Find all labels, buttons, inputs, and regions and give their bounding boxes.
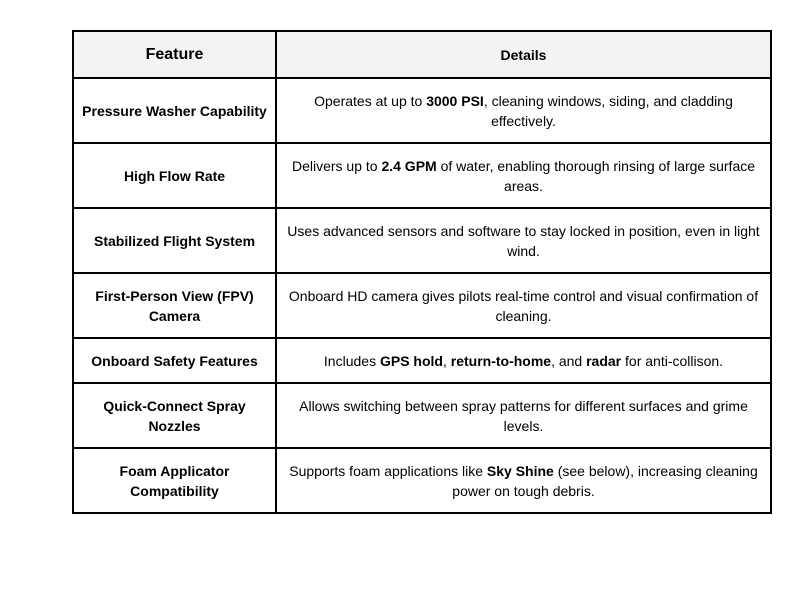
details-text: , cleaning windows, siding, and cladding effectively. (483, 92, 733, 129)
details-highlight: radar (586, 352, 622, 369)
details-text: of water, enabling thorough rinsing of large surface areas. (436, 157, 756, 194)
details-text: Includes (323, 352, 380, 369)
details-text: Operates at up to (314, 92, 427, 109)
details-cell (276, 273, 771, 338)
table-row (73, 338, 771, 383)
details-cell (276, 208, 771, 273)
details-text: Supports foam applications like (289, 462, 487, 479)
header-feature: Feature (73, 31, 276, 78)
details-cell (276, 78, 771, 143)
table-row (73, 78, 771, 143)
details-highlight: 2.4 GPM (381, 157, 437, 174)
details-cell (276, 448, 771, 513)
table-row (73, 143, 771, 208)
feature-cell: Quick-Connect Spray Nozzles (73, 383, 276, 448)
details-cell (276, 383, 771, 448)
details-text: for anti-collison. (621, 352, 724, 369)
details-text: (see below), increasing cleaning power on tough debris. (452, 462, 758, 499)
details-text: Delivers up to (291, 157, 382, 174)
table-row (73, 208, 771, 273)
table-header (73, 31, 771, 78)
details-text: , (442, 352, 451, 369)
details-highlight: GPS hold (379, 352, 443, 369)
table-row (73, 448, 771, 513)
feature-cell: First-Person View (FPV) Camera (73, 273, 276, 338)
header-details: Details (276, 31, 771, 78)
details-text: Onboard HD camera gives pilots real-time control and visual confirmation of cleaning. (288, 287, 759, 324)
details-cell (276, 338, 771, 383)
details-highlight: return-to-home (450, 352, 552, 369)
header-row (73, 31, 771, 78)
feature-cell: Pressure Washer Capability (73, 78, 276, 143)
details-text: , and (551, 352, 587, 369)
feature-cell: Stabilized Flight System (73, 208, 276, 273)
feature-cell: Onboard Safety Features (73, 338, 276, 383)
feature-cell: High Flow Rate (73, 143, 276, 208)
table-body (73, 78, 771, 513)
details-highlight: 3000 PSI (426, 92, 484, 109)
details-text: Allows switching between spray patterns for different surfaces and grime levels. (299, 397, 748, 434)
details-cell (276, 143, 771, 208)
table-row (73, 273, 771, 338)
details-highlight: Sky Shine (486, 462, 554, 479)
details-text: Uses advanced sensors and software to stay locked in position, even in light wind. (287, 222, 760, 259)
feature-cell: Foam Applicator Compatibility (73, 448, 276, 513)
table-row (73, 383, 771, 448)
feature-table (72, 30, 772, 514)
